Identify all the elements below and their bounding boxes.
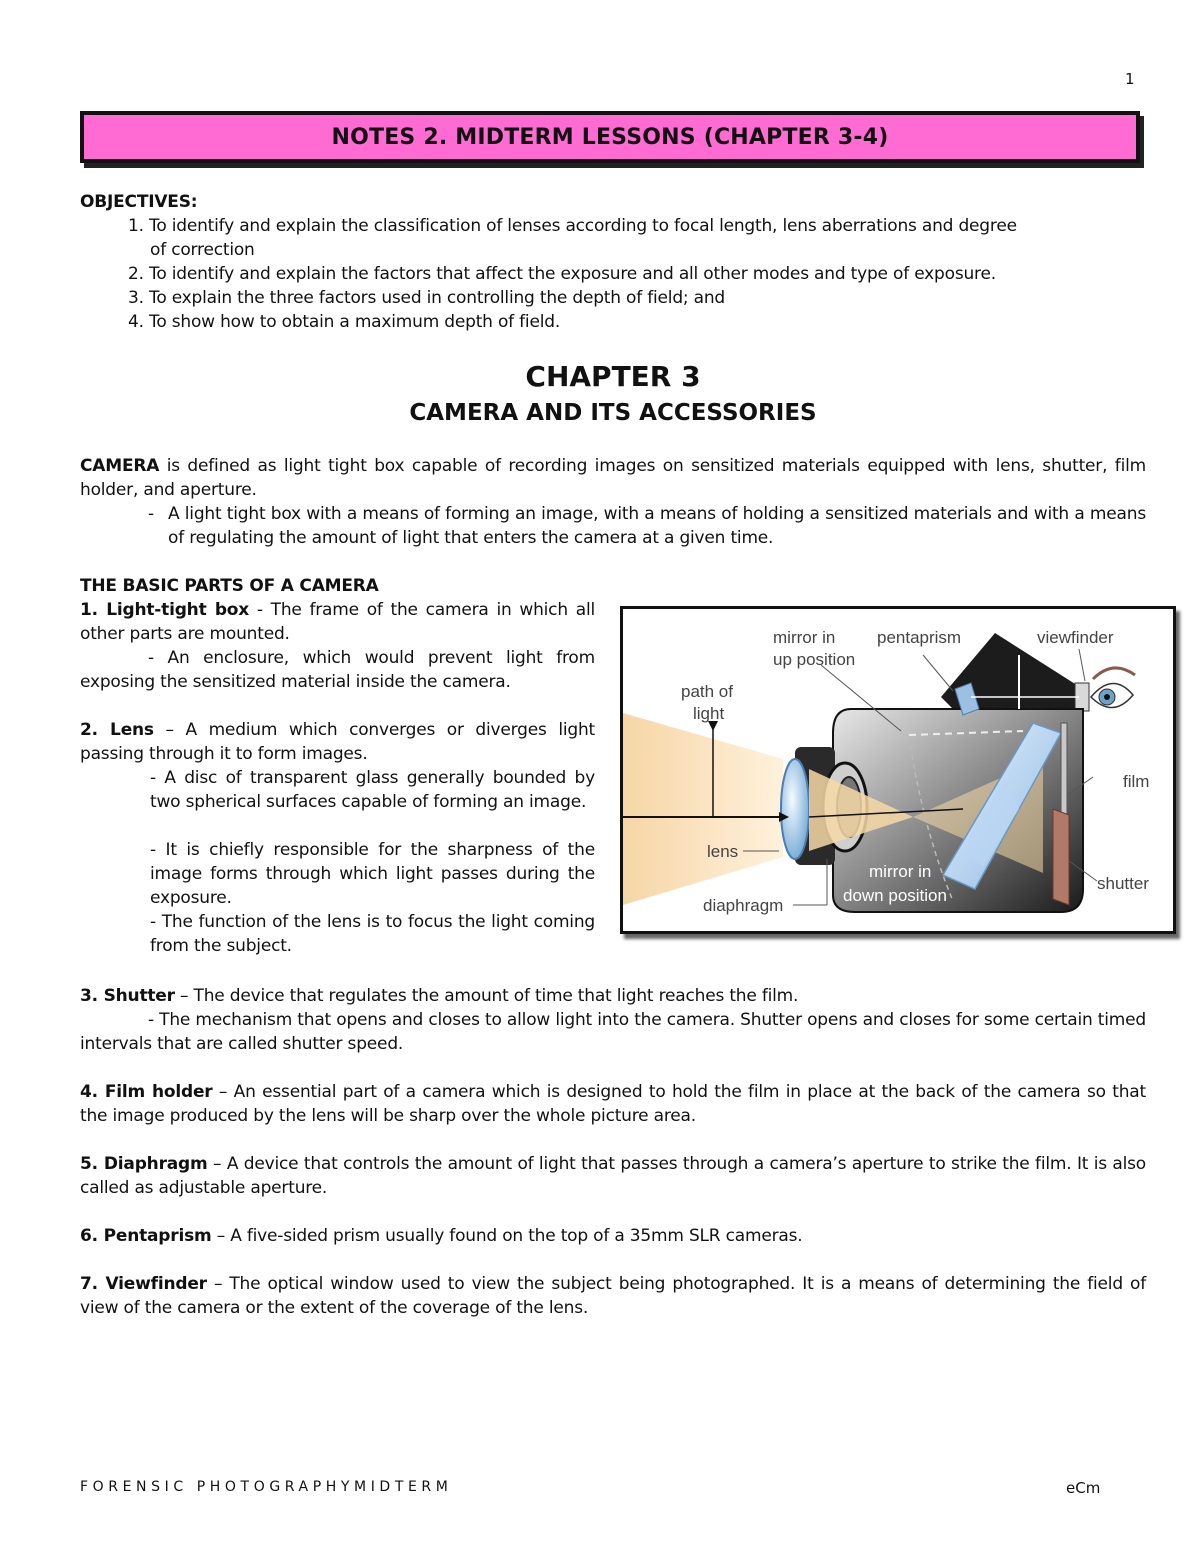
- part-shutter: 3. Shutter – The device that regulates the amount of time that light reaches the film.: [80, 986, 799, 1006]
- label-shutter: shutter: [1097, 874, 1149, 893]
- label-mirror-up: mirror in: [773, 628, 836, 647]
- footer-initials: eCm: [1066, 1479, 1101, 1497]
- label-mirror-down-2: down position: [843, 886, 947, 905]
- label-path-of-light-2: light: [693, 704, 725, 723]
- part-lens-sub: - It is chiefly responsible for the sharpness of the image forms through which light passes during the exposure.: [150, 840, 595, 908]
- lens-element: [781, 759, 809, 859]
- objectives-heading: OBJECTIVES:: [80, 192, 198, 212]
- label-mirror-up-2: up position: [773, 650, 856, 669]
- camera-diagram: [620, 606, 1176, 934]
- label-viewfinder: viewfinder: [1037, 628, 1114, 647]
- page-number: 1: [1125, 70, 1135, 88]
- label-path-of-light: path of: [681, 682, 733, 701]
- part-film-holder: 4. Film holder – An essential part of a camera which is designed to hold the film in place at the back of the camera so that the image produced by the lens will be sharp over the whole picture area.: [80, 1082, 1146, 1126]
- camera-definition: CAMERA is defined as light tight box capable of recording images on sensitized materials equipped with lens, shutter, film holder, and aperture.: [80, 456, 1146, 500]
- objective-item: 3. To explain the three factors used in controlling the depth of field; and: [128, 288, 726, 308]
- label-mirror-down: mirror in: [869, 862, 932, 881]
- part-diaphragm: 5. Diaphragm – A device that controls the amount of light that passes through a camera’s aperture to strike the film. It is also called as adjustable aperture.: [80, 1154, 1146, 1198]
- title-banner: [80, 111, 1140, 163]
- objective-item: 2. To identify and explain the factors that affect the exposure and all other modes and type of exposure.: [128, 264, 996, 284]
- bullet-dash: -: [148, 504, 154, 524]
- camera-term: CAMERA: [80, 456, 160, 476]
- part-light-tight-box: 1. Light-tight box - The frame of the camera in which all other parts are mounted.: [80, 600, 595, 644]
- part-lens: 2. Lens – A medium which converges or diverges light passing through it to form images.: [80, 720, 595, 764]
- part-pentaprism: 6. Pentaprism – A five-sided prism usually found on the top of a 35mm SLR cameras.: [80, 1226, 803, 1246]
- part-lens-sub: - A disc of transparent glass generally bounded by two spherical surfaces capable of forming an image.: [150, 768, 595, 812]
- chapter-title: CAMERA AND ITS ACCESSORIES: [409, 400, 817, 426]
- label-pentaprism: pentaprism: [877, 628, 962, 647]
- objective-item: 4. To show how to obtain a maximum depth of field.: [128, 312, 561, 332]
- part-lens-sub: - The function of the lens is to focus the light coming from the subject.: [150, 912, 595, 956]
- part-viewfinder: 7. Viewfinder – The optical window used to view the subject being photographed. It is a means of determining the field of view of the camera or the extent of the coverage of the lens.: [80, 1274, 1147, 1318]
- footer-course: FORENSIC PHOTOGRAPHYMIDTERM: [80, 1479, 453, 1495]
- shutter: [1053, 809, 1069, 905]
- label-lens: lens: [707, 842, 739, 861]
- label-diaphragm: diaphragm: [703, 896, 784, 915]
- objective-item: 1. To identify and explain the classification of lenses according to focal length, lens aberrations and degree: [128, 216, 1017, 236]
- parts-heading: THE BASIC PARTS OF A CAMERA: [80, 576, 379, 596]
- camera-definition-bullet: A light tight box with a means of forming an image, with a means of holding a sensitized materials and with a means of regulating the amount of light that enters the camera at a given time.: [168, 504, 1146, 548]
- label-film: film: [1123, 772, 1150, 791]
- camera-diagram-svg: [623, 609, 1173, 931]
- eye-icon: [1091, 668, 1135, 708]
- objective-item-cont: of correction: [150, 240, 255, 260]
- part-shutter-sub: - The mechanism that opens and closes to allow light into the camera. Shutter opens and closes for some certain timed intervals that are called shutter speed.: [80, 1010, 1146, 1054]
- light-beam: [623, 713, 783, 905]
- chapter-number: CHAPTER 3: [525, 360, 701, 393]
- part-light-tight-box-sub: - An enclosure, which would prevent light from exposing the sensitized material inside the camera.: [80, 648, 595, 692]
- banner-title: NOTES 2. MIDTERM LESSONS (CHAPTER 3-4): [331, 124, 889, 150]
